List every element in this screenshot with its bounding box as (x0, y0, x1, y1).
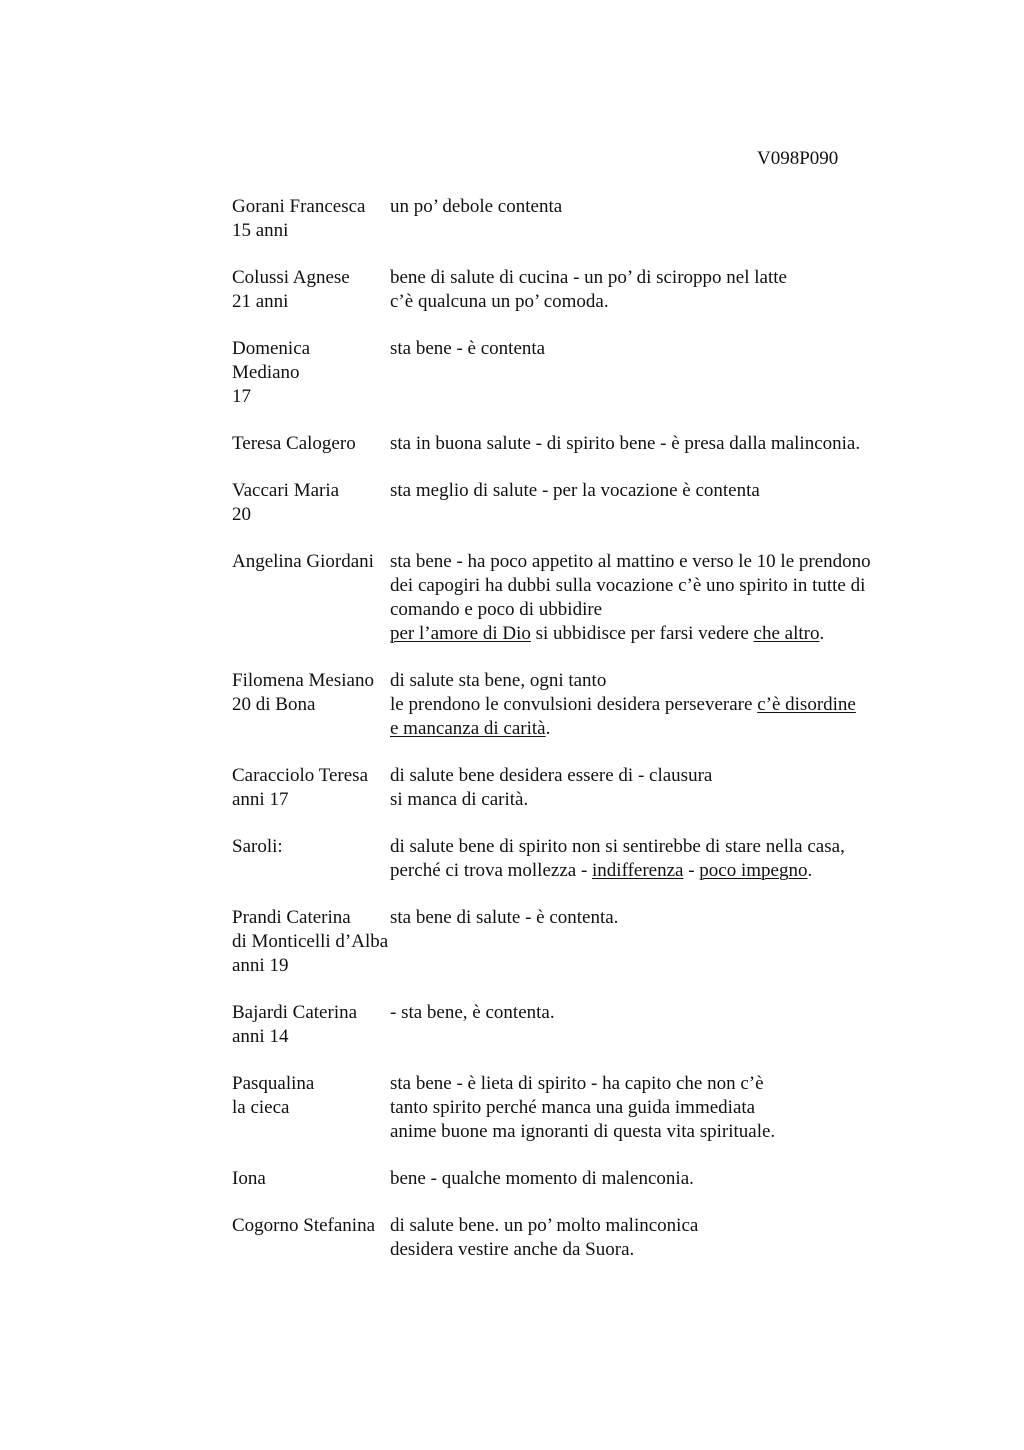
entry-names (232, 669, 390, 741)
entry-note-line (390, 717, 932, 741)
underlined-text: indifferenza (592, 860, 684, 881)
entry-note-line (390, 290, 932, 314)
note-text: si ubbidisce per farsi vedere (530, 623, 754, 644)
note-text: . (807, 860, 813, 881)
entry-name-line: Caracciolo Teresa (232, 765, 368, 786)
note-text: . (545, 718, 551, 739)
entry-names (232, 764, 390, 812)
entry-notes (390, 195, 932, 243)
entry-note-line (390, 479, 932, 503)
entry-notes (390, 906, 932, 978)
underlined-text: c’è disordine (757, 694, 856, 715)
entry-notes (390, 337, 932, 409)
underlined-text: per l’amore di Dio (390, 623, 531, 644)
page-code: V098P090 (757, 148, 839, 169)
entry (232, 479, 932, 527)
entry-notes (390, 266, 932, 314)
entry-names (232, 337, 390, 409)
entry-names (232, 835, 390, 883)
entry-names (232, 1001, 390, 1049)
entry-name-line: Colussi Agnese (232, 267, 350, 288)
entry-name-line: Bajardi Caterina (232, 1002, 358, 1023)
note-text: si manca di carità. (390, 789, 529, 810)
note-text: di salute sta bene, ogni tanto (390, 670, 607, 691)
entry-note-line (390, 1238, 932, 1262)
note-text: di salute bene desidera essere di - clausura (390, 765, 713, 786)
entry-notes (390, 1001, 932, 1049)
entry (232, 1214, 932, 1262)
entry-names (232, 432, 390, 456)
entry-notes (390, 432, 932, 456)
note-text: le prendono le convulsioni desidera perseverare (390, 694, 758, 715)
entry (232, 835, 932, 883)
entry-note-line (390, 1214, 932, 1238)
entry-notes (390, 1167, 932, 1191)
note-text: desidera vestire anche da Suora. (390, 1239, 635, 1260)
entry-names (232, 1214, 390, 1262)
note-text: dei capogiri ha dubbi sulla vocazione c’è uno spirito in tutte di (390, 575, 866, 596)
entry-note-line (390, 598, 932, 622)
entry-name-line: 15 anni (232, 220, 289, 241)
entry-names (232, 479, 390, 527)
entry-note-line (390, 693, 932, 717)
entry (232, 906, 932, 978)
entry-note-line (390, 669, 932, 693)
entry-names (232, 1072, 390, 1144)
entry-name-line: la cieca (232, 1097, 290, 1118)
note-text: perché ci trova mollezza - (390, 860, 593, 881)
entry-note-line (390, 337, 932, 361)
entries-list (232, 195, 932, 1262)
note-text: sta bene - è lieta di spirito - ha capito che non c’è (390, 1073, 764, 1094)
entry-name-line: anni 19 (232, 955, 289, 976)
entry-notes (390, 1072, 932, 1144)
entry-name-line: Mediano (232, 362, 300, 383)
entry-note-line (390, 266, 932, 290)
entry-names (232, 906, 390, 978)
entry-name-line: Gorani Francesca (232, 196, 366, 217)
entry (232, 764, 932, 812)
entry-notes (390, 764, 932, 812)
entry (232, 1072, 932, 1144)
entry-notes (390, 550, 932, 646)
note-text: . (819, 623, 825, 644)
underlined-text: poco impegno (699, 860, 808, 881)
entry-note-line (390, 906, 932, 930)
entry (232, 1001, 932, 1049)
note-text: bene di salute di cucina - un po’ di sciroppo nel latte (390, 267, 787, 288)
entry-note-line (390, 574, 932, 598)
note-text: c’è qualcuna un po’ comoda. (390, 291, 609, 312)
note-text: di salute bene di spirito non si sentirebbe di stare nella casa, (390, 836, 845, 857)
entry-note-line (390, 1120, 932, 1144)
note-text: - sta bene, è contenta. (390, 1002, 555, 1023)
entry-note-line (390, 764, 932, 788)
note-text: tanto spirito perché manca una guida immediata (390, 1097, 756, 1118)
entry-names (232, 266, 390, 314)
entry-names (232, 550, 390, 646)
entry-note-line (390, 195, 932, 219)
entry-note-line (390, 1096, 932, 1120)
entry-note-line (390, 550, 932, 574)
entry-names (232, 195, 390, 243)
entry-name-line: di Monticelli d’Alba (232, 931, 389, 952)
entry-name-line: Vaccari Maria (232, 480, 340, 501)
note-text: sta in buona salute - di spirito bene - è presa dalla malinconia. (390, 433, 861, 454)
entry-name-line: 20 di Bona (232, 694, 316, 715)
entry-name-line: Angelina Giordani (232, 551, 374, 572)
entry (232, 266, 932, 314)
underlined-text: e mancanza di carità (390, 718, 546, 739)
entry-name-line: Cogorno Stefanina (232, 1215, 376, 1236)
entry-name-line: Saroli: (232, 836, 283, 857)
note-text: - (683, 860, 700, 881)
entry-names (232, 1167, 390, 1191)
entry-note-line (390, 1001, 932, 1025)
note-text: anime buone ma ignoranti di questa vita spirituale. (390, 1121, 776, 1142)
note-text: sta bene - è contenta (390, 338, 546, 359)
entry-name-line: Domenica (232, 338, 311, 359)
entry (232, 195, 932, 243)
note-text: di salute bene. un po’ molto malinconica (390, 1215, 699, 1236)
entry-note-line (390, 432, 932, 456)
entry-notes (390, 1214, 932, 1262)
entry-name-line: anni 14 (232, 1026, 289, 1047)
entry-name-line: 21 anni (232, 291, 289, 312)
note-text: un po’ debole contenta (390, 196, 563, 217)
entry-name-line: Filomena Mesiano (232, 670, 374, 691)
entry (232, 432, 932, 456)
underlined-text: che altro (753, 623, 820, 644)
note-text: comando e poco di ubbidire (390, 599, 603, 620)
entry-notes (390, 479, 932, 527)
entry-notes (390, 835, 932, 883)
entry-note-line (390, 622, 932, 646)
entry (232, 550, 932, 646)
entry-note-line (390, 1072, 932, 1096)
entry-name-line: Teresa Calogero (232, 433, 356, 454)
entry-name-line: 17 (232, 386, 251, 407)
entry-name-line: Iona (232, 1168, 266, 1189)
note-text: bene - qualche momento di malenconia. (390, 1168, 694, 1189)
note-text: sta bene di salute - è contenta. (390, 907, 619, 928)
entry-notes (390, 669, 932, 741)
entry-note-line (390, 859, 932, 883)
entry (232, 1167, 932, 1191)
entry-note-line (390, 835, 932, 859)
entry (232, 337, 932, 409)
entry-name-line: anni 17 (232, 789, 289, 810)
entry (232, 669, 932, 741)
entry-name-line: Pasqualina (232, 1073, 315, 1094)
entry-name-line: 20 (232, 504, 251, 525)
note-text: sta bene - ha poco appetito al mattino e verso le 10 le prendono (390, 551, 871, 572)
entry-name-line: Prandi Caterina (232, 907, 351, 928)
entry-note-line (390, 1167, 932, 1191)
note-text: sta meglio di salute - per la vocazione è contenta (390, 480, 760, 501)
entry-note-line (390, 788, 932, 812)
